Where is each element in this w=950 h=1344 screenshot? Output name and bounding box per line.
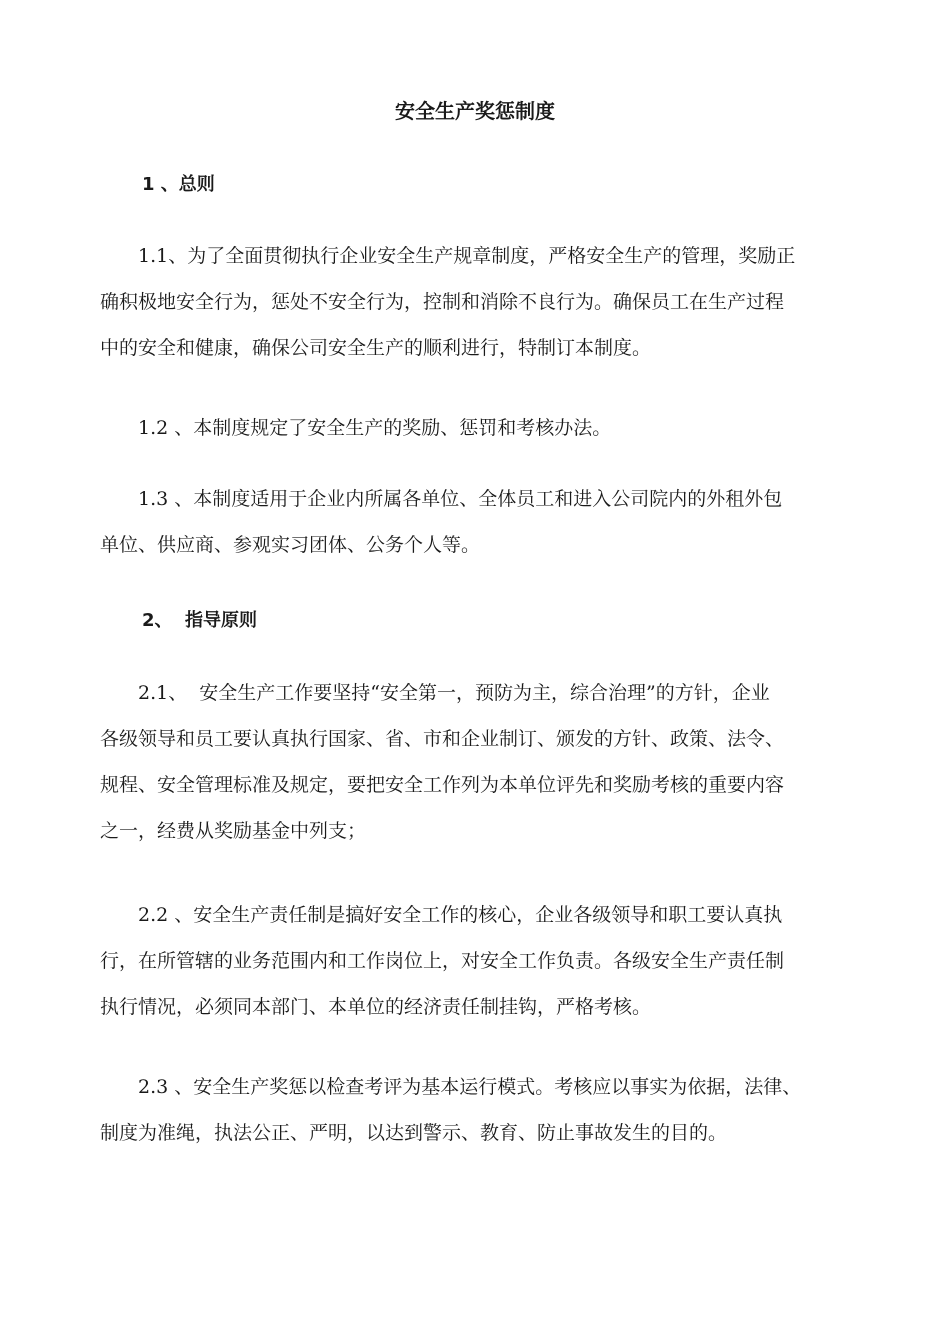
paragraph-line: 之一，经费从奖励基金中列支；	[100, 820, 367, 842]
paragraph-1-3	[100, 476, 860, 568]
paragraph-2-1	[100, 670, 860, 854]
paragraph-line: 1.2 、本制度规定了安全生产的奖励、惩罚和考核办法。	[100, 417, 612, 439]
paragraph-line: 中的安全和健康，确保公司安全生产的顺利进行，特制订本制度。	[100, 337, 652, 359]
paragraph-line: 制度为准绳，执法公正、严明，以达到警示、教育、防止事故发生的目的。	[100, 1122, 728, 1144]
paragraph-line: 1.3 、本制度适用于企业内所属各单位、全体员工和进入公司院内的外租外包	[100, 488, 783, 510]
section-heading-general: 1 、总则	[142, 174, 215, 195]
paragraph-line: 单位、供应商、参观实习团体、公务个人等。	[100, 534, 481, 556]
paragraph-line: 1.1、为了全面贯彻执行企业安全生产规章制度，严格安全生产的管理，奖励正	[100, 245, 796, 267]
paragraph-1-1	[100, 233, 860, 371]
document-title: 安全生产奖惩制度	[395, 99, 555, 123]
paragraph-line: 行，在所管辖的业务范围内和工作岗位上，对安全工作负责。各级安全生产责任制	[100, 950, 785, 972]
paragraph-line: 各级领导和员工要认真执行国家、省、市和企业制订、颁发的方针、政策、法令、	[100, 728, 785, 750]
paragraph-line: 2.2 、安全生产责任制是搞好安全工作的核心，企业各级领导和职工要认真执	[100, 904, 783, 926]
paragraph-line: 规程、安全管理标准及规定，要把安全工作列为本单位评先和奖励考核的重要内容	[100, 774, 785, 796]
paragraph-2-2	[100, 892, 860, 1030]
paragraph-2-3	[100, 1064, 860, 1156]
paragraph-line: 确积极地安全行为，惩处不安全行为，控制和消除不良行为。确保员工在生产过程	[100, 291, 785, 313]
paragraph-line: 2.3 、安全生产奖惩以检查考评为基本运行模式。考核应以事实为依据，法律、	[100, 1076, 802, 1098]
paragraph-1-2	[100, 405, 860, 451]
paragraph-line: 执行情况，必须同本部门、本单位的经济责任制挂钩，严格考核。	[100, 996, 652, 1018]
section-heading-principles: 2、 指导原则	[142, 610, 258, 631]
paragraph-line: 2.1、 安全生产工作要坚持“安全第一，预防为主，综合治理”的方针，企业	[100, 682, 770, 704]
